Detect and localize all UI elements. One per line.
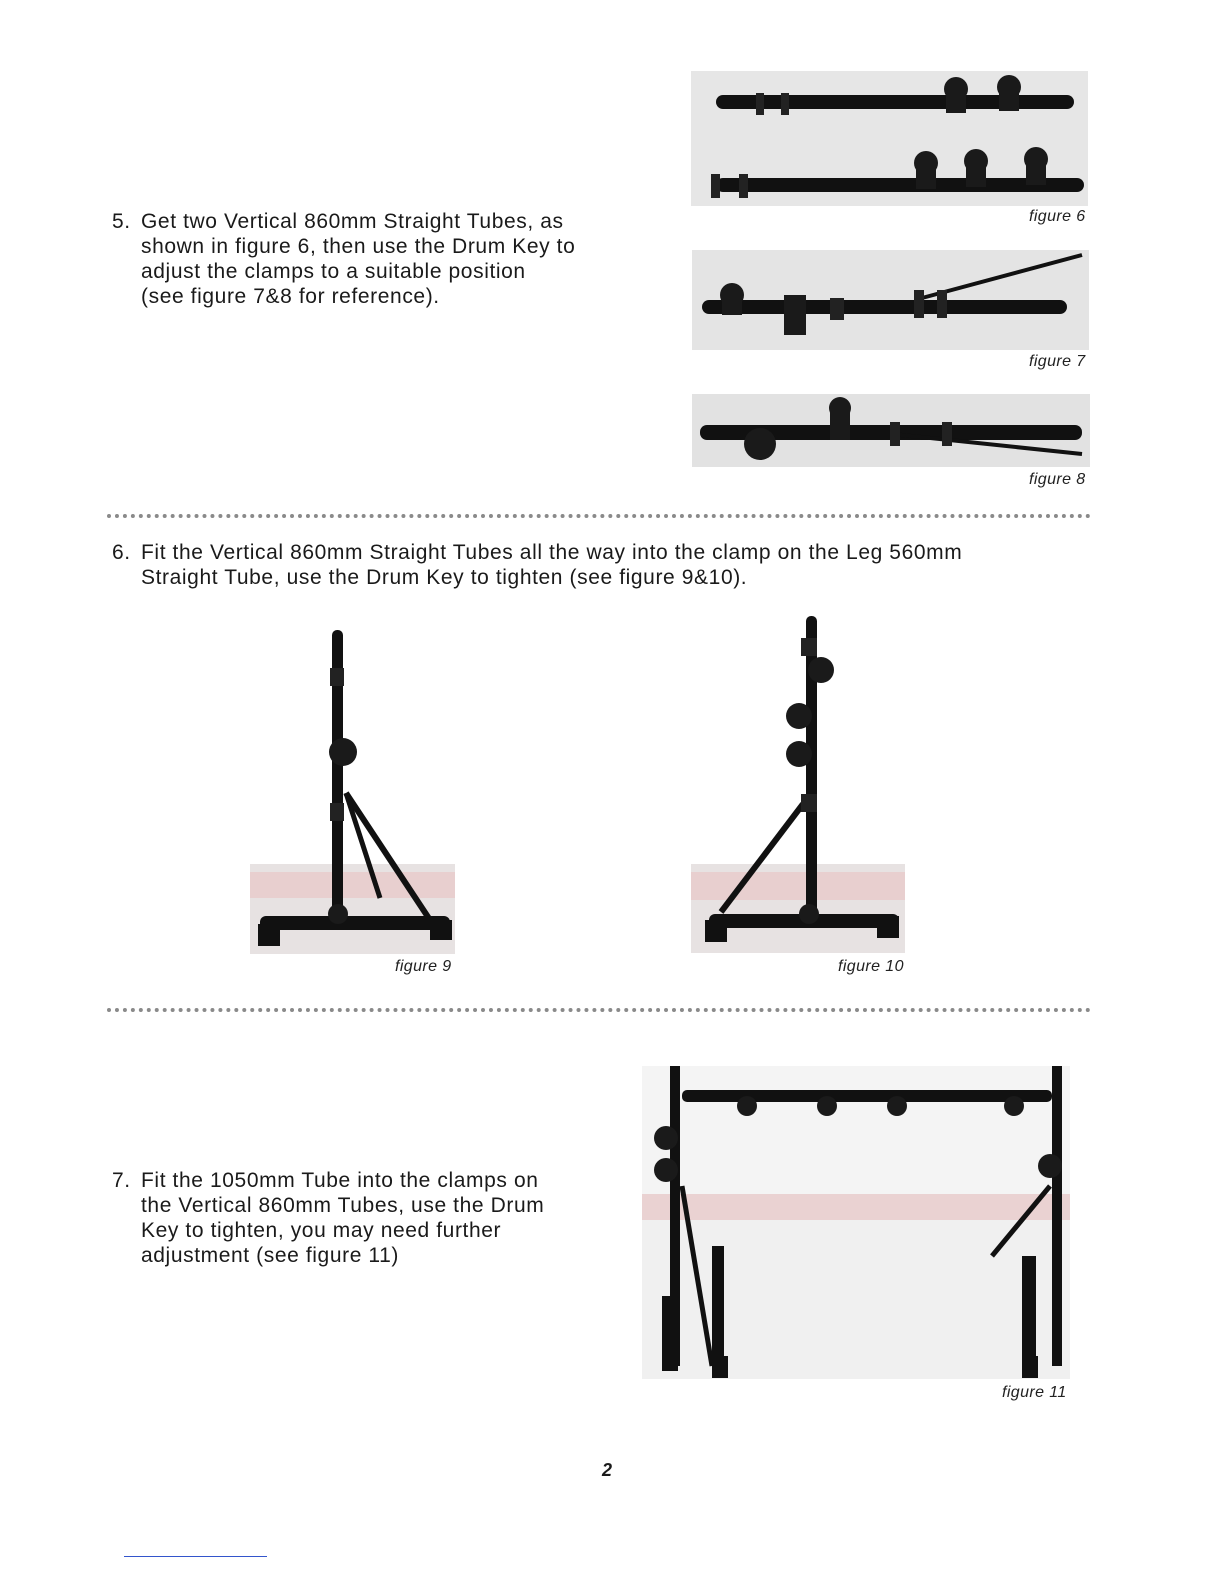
figure-8-caption: figure 8	[1029, 471, 1086, 488]
figure-9-caption: figure 9	[395, 958, 452, 975]
figure-6-photo	[691, 71, 1088, 206]
step-text: Fit the Vertical 860mm Straight Tubes all the way into the clamp on the Leg 560mm Straight Tube, use the Drum Key to tighten (see figure 9&10).	[141, 541, 963, 589]
step-text: Fit the 1050mm Tube into the clamps on the Vertical 860mm Tubes, use the Drum Key to tighten, you may need further adjustment (see figure 11)	[141, 1169, 545, 1267]
figure-7-photo	[692, 250, 1089, 350]
step-text: Get two Vertical 860mm Straight Tubes, as shown in figure 6, then use the Drum Key to adjust the clamps to a suitable position (see figure 7&8 for reference).	[141, 210, 576, 308]
page-number: 2	[601, 1460, 612, 1480]
figure-6-caption: figure 6	[1029, 208, 1086, 225]
figure-8-photo	[692, 394, 1090, 467]
figure-9-photo	[250, 628, 455, 954]
figure-11-photo	[642, 1066, 1070, 1379]
step-number: 5.	[112, 210, 131, 233]
footnote-rule	[124, 1556, 267, 1557]
step-number: 7.	[112, 1169, 131, 1192]
figure-11-caption: figure 11	[1002, 1384, 1067, 1401]
section-divider	[107, 1008, 1091, 1012]
step-number: 6.	[112, 541, 131, 564]
figure-10-photo	[691, 614, 905, 953]
figure-10-caption: figure 10	[838, 958, 904, 975]
section-divider	[107, 514, 1091, 518]
figure-7-caption: figure 7	[1029, 353, 1086, 370]
